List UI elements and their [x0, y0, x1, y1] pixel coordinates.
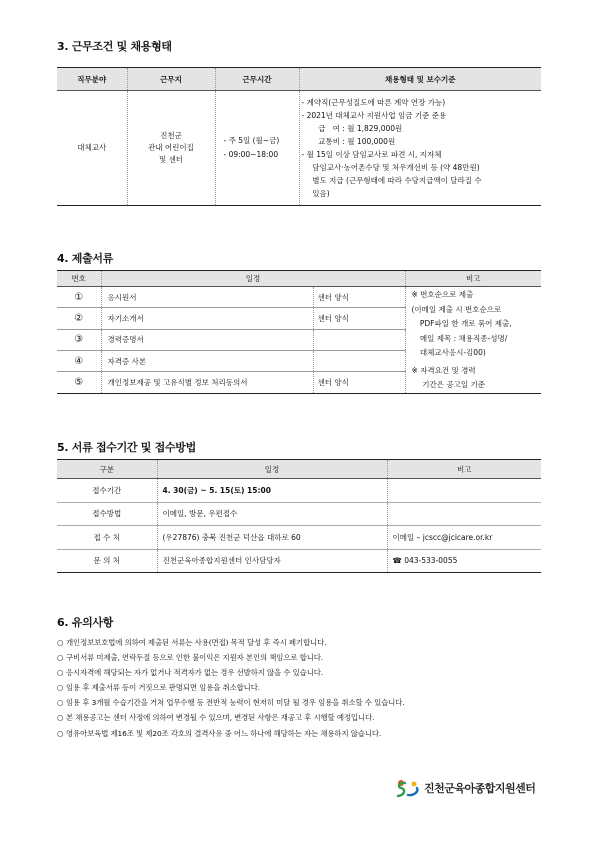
header-schedule: 일정 [157, 460, 387, 479]
header-hours: 근무시간 [215, 68, 299, 91]
note-line: 메일 제목 : 채용직종-성명/ [417, 333, 508, 343]
application-address: (우27876) 충북 진천군 덕산읍 대하로 60 [157, 526, 387, 550]
header-schedule: 일정 [101, 271, 405, 287]
notice-text: 영유아보육법 제16조 및 제20조 각호의 결격사유 중 어느 하나에 해당하는 자는 채용하지 않습니다. [66, 728, 382, 738]
doc-format: 센터 양식 [313, 308, 405, 329]
header-number: 번호 [57, 271, 101, 287]
bullet-circle-icon: ○ [57, 668, 64, 678]
notice-text: 구비서류 미제출, 연락두절 등으로 인한 불이익은 지원자 본인의 책임으로 합니다. [66, 653, 324, 663]
notice-text: 임용 후 제출서류 등이 거짓으로 판명되면 임용을 취소합니다. [66, 683, 260, 693]
row-label: 접 수 처 [57, 526, 157, 550]
note-line: PDF파일 한 개로 묶어 제출, [417, 319, 512, 328]
terms-line: 별도 지급 (근무형태에 따라 수당지급액이 달라질 수 [307, 176, 482, 185]
list-item [57, 710, 557, 725]
bullet-circle-icon: ○ [57, 713, 64, 723]
terms-line: - 월 15일 이상 담임교사로 파견 시, 지자체 [301, 150, 442, 159]
notice-text: 본 채용공고는 센터 사정에 의하여 변경될 수 있으며, 변경된 사항은 재공고 후 시행할 예정입니다. [66, 713, 375, 723]
hours-line: - 09:00~18:00 [223, 150, 279, 159]
header-note: 비고 [387, 460, 541, 479]
row-label: 접수방법 [57, 502, 157, 526]
row-label: 접수기간 [57, 479, 157, 503]
header-note: 비고 [405, 271, 541, 287]
notice-text: 임용 후 3개월 수습기간을 거쳐 업무수행 등 전반적 능력이 현저히 미달 될 경우 임용을 취소할 수 있습니다. [66, 698, 405, 708]
work-hours [215, 91, 299, 206]
application-table [57, 459, 541, 573]
application-method: 이메일, 방문, 우편접수 [157, 502, 387, 526]
location-line: 진천군 [160, 131, 182, 140]
row-note [387, 502, 541, 526]
doc-number: ④ [57, 350, 101, 371]
doc-format [313, 350, 405, 371]
list-item [57, 680, 557, 695]
table-row [57, 549, 541, 573]
note-line: (이메일 제출 시 번호순으로 [411, 304, 502, 314]
list-item [57, 726, 557, 741]
table-row [57, 526, 541, 550]
doc-format: 센터 양식 [313, 372, 405, 393]
terms-line: 교통비 : 월 100,000원 [313, 137, 396, 146]
documents-table [57, 270, 541, 394]
terms-line: 담임교사·농어촌수당 및 처우개선비 등 (약 48만원) [307, 163, 480, 172]
phone-contact[interactable]: ☎ 043-533-0055 [387, 549, 541, 573]
section-6-title: 6. 유의사항 [57, 616, 114, 629]
bullet-circle-icon: ○ [57, 728, 64, 738]
conditions-header-row [57, 68, 541, 91]
doc-number: ① [57, 287, 101, 308]
location-line: 및 센터 [158, 155, 184, 164]
table-row [57, 502, 541, 526]
row-label: 문 의 처 [57, 549, 157, 573]
doc-number: ③ [57, 329, 101, 350]
email-contact[interactable]: 이메일 – jcscc@jcicare.or.kr [387, 526, 541, 550]
doc-number: ② [57, 308, 101, 329]
conditions-table [57, 67, 541, 206]
list-item [57, 650, 557, 665]
bullet-circle-icon: ○ [57, 698, 64, 708]
doc-format: 센터 양식 [313, 287, 405, 308]
notice-text: 개인정보보호법에 의하여 제출된 서류는 사용(면접) 목적 달성 후 즉시 폐기합니다. [66, 638, 327, 647]
note-line: 대체교사응시-김00) [417, 348, 486, 357]
work-location [127, 91, 215, 206]
section-5-title: 5. 서류 접수기간 및 접수방법 [57, 441, 196, 454]
terms-line: 급 여 : 월 1,829,000원 [313, 124, 403, 133]
list-item [57, 695, 557, 710]
doc-name: 자기소개서 [101, 308, 313, 329]
doc-name: 경력증명서 [101, 329, 313, 350]
doc-name: 개인정보제공 및 고유식별 정보 처리동의서 [101, 372, 313, 393]
terms-line: - 계약직(근무성질도에 따른 계약 연장 가능) [301, 98, 446, 107]
header-field: 직무분야 [57, 68, 127, 91]
bullet-circle-icon: ○ [57, 638, 64, 647]
header-location: 근무지 [127, 68, 215, 91]
table-row [57, 479, 541, 503]
terms-line: - 2021년 대체교사 지원사업 임금 기준 준용 [301, 111, 447, 120]
section-4-title: 4. 제출서류 [57, 252, 114, 265]
list-item [57, 665, 557, 680]
inquiry-contact: 진천군육아종합지원센터 인사담당자 [157, 549, 387, 573]
documents-header-row [57, 271, 541, 287]
footer-logo [395, 778, 535, 798]
header-terms: 채용형태 및 보수기준 [299, 68, 541, 91]
application-header-row [57, 460, 541, 479]
doc-format [313, 329, 405, 350]
application-period: 4. 30(금) ~ 5. 15(토) 15:00 [157, 479, 387, 503]
job-field: 대체교사 [57, 91, 127, 206]
note-line: ※ 번호순으로 제출 [411, 290, 474, 299]
location-line: 관내 어린이집 [148, 143, 194, 152]
org-name: 진천군육아종합지원센터 [424, 782, 536, 795]
documents-note [405, 287, 541, 394]
header-category: 구분 [57, 460, 157, 479]
table-row [57, 287, 541, 308]
employment-terms [299, 91, 541, 206]
doc-number: ⑤ [57, 372, 101, 393]
doc-name: 응시원서 [101, 287, 313, 308]
notices-list [57, 635, 557, 741]
bullet-circle-icon: ○ [57, 653, 64, 663]
section-3-title: 3. 근무조건 및 채용형태 [57, 40, 172, 53]
note-line: 기간은 공고일 기준 [417, 380, 485, 389]
note-line: ※ 자격요건 및 경력 [411, 365, 476, 375]
row-note [387, 479, 541, 503]
doc-name: 자격증 사본 [101, 350, 313, 371]
childcare-center-logo-icon [395, 778, 421, 798]
terms-line: 있음) [307, 189, 330, 198]
hours-line: - 주 5일 (월~금) [223, 136, 280, 145]
conditions-row [57, 91, 541, 206]
list-item [57, 635, 557, 650]
bullet-circle-icon: ○ [57, 683, 64, 693]
notice-text: 응시자격에 해당되는 자가 없거나 적격자가 없는 경우 선발하지 않을 수 있습니다. [66, 668, 324, 678]
